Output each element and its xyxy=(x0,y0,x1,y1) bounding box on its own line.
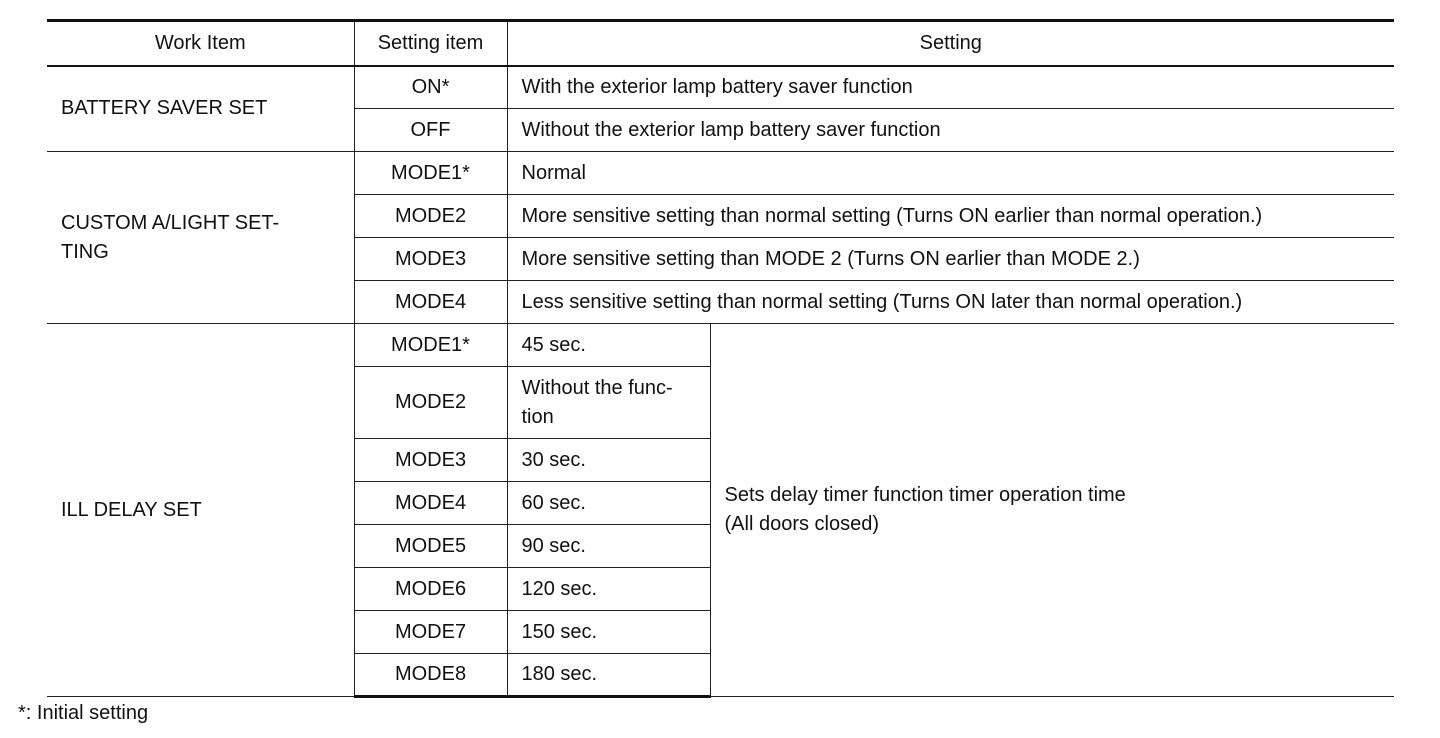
setting-item-cell: MODE3 xyxy=(354,238,507,281)
setting-item-cell: MODE7 xyxy=(354,611,507,654)
setting-cell: Without the func- tion xyxy=(507,367,710,439)
header-setting-item: Setting item xyxy=(354,21,507,66)
setting-cell: More sensitive setting than normal setting (Turns ON earlier than normal operation.) xyxy=(507,195,1394,238)
setting-cell: 180 sec. xyxy=(507,654,710,697)
setting-cell: 120 sec. xyxy=(507,568,710,611)
setting-cell: 45 sec. xyxy=(507,324,710,367)
settings-table xyxy=(47,19,1394,698)
setting-item-cell: MODE5 xyxy=(354,525,507,568)
work-item-custom-alight: CUSTOM A/LIGHT SET- TING xyxy=(47,152,354,324)
setting-cell: Less sensitive setting than normal setting (Turns ON later than normal operation.) xyxy=(507,281,1394,324)
setting-item-cell: MODE1* xyxy=(354,324,507,367)
setting-cell: Without the exterior lamp battery saver function xyxy=(507,109,1394,152)
setting-item-cell: OFF xyxy=(354,109,507,152)
table-row xyxy=(47,324,1394,367)
setting-cell: With the exterior lamp battery saver function xyxy=(507,66,1394,109)
table-row xyxy=(47,152,1394,195)
table-row xyxy=(47,66,1394,109)
work-item-ill-delay: ILL DELAY SET xyxy=(47,324,354,697)
header-setting: Setting xyxy=(507,21,1394,66)
setting-item-cell: ON* xyxy=(354,66,507,109)
setting-item-cell: MODE4 xyxy=(354,281,507,324)
setting-cell: 90 sec. xyxy=(507,525,710,568)
setting-cell: 60 sec. xyxy=(507,482,710,525)
setting-cell: More sensitive setting than MODE 2 (Turns ON earlier than MODE 2.) xyxy=(507,238,1394,281)
setting-item-cell: MODE2 xyxy=(354,367,507,439)
setting-item-cell: MODE6 xyxy=(354,568,507,611)
setting-cell: 150 sec. xyxy=(507,611,710,654)
setting-item-cell: MODE1* xyxy=(354,152,507,195)
setting-item-cell: MODE3 xyxy=(354,439,507,482)
work-item-battery-saver: BATTERY SAVER SET xyxy=(47,66,354,152)
header-row xyxy=(47,21,1394,66)
header-work-item: Work Item xyxy=(47,21,354,66)
setting-item-cell: MODE2 xyxy=(354,195,507,238)
ill-delay-description: Sets delay timer function timer operation time (All doors closed) xyxy=(710,324,1394,697)
footnote: *: Initial setting xyxy=(18,702,149,724)
setting-item-cell: MODE4 xyxy=(354,482,507,525)
setting-item-cell: MODE8 xyxy=(354,654,507,697)
setting-cell: Normal xyxy=(507,152,1394,195)
setting-cell: 30 sec. xyxy=(507,439,710,482)
